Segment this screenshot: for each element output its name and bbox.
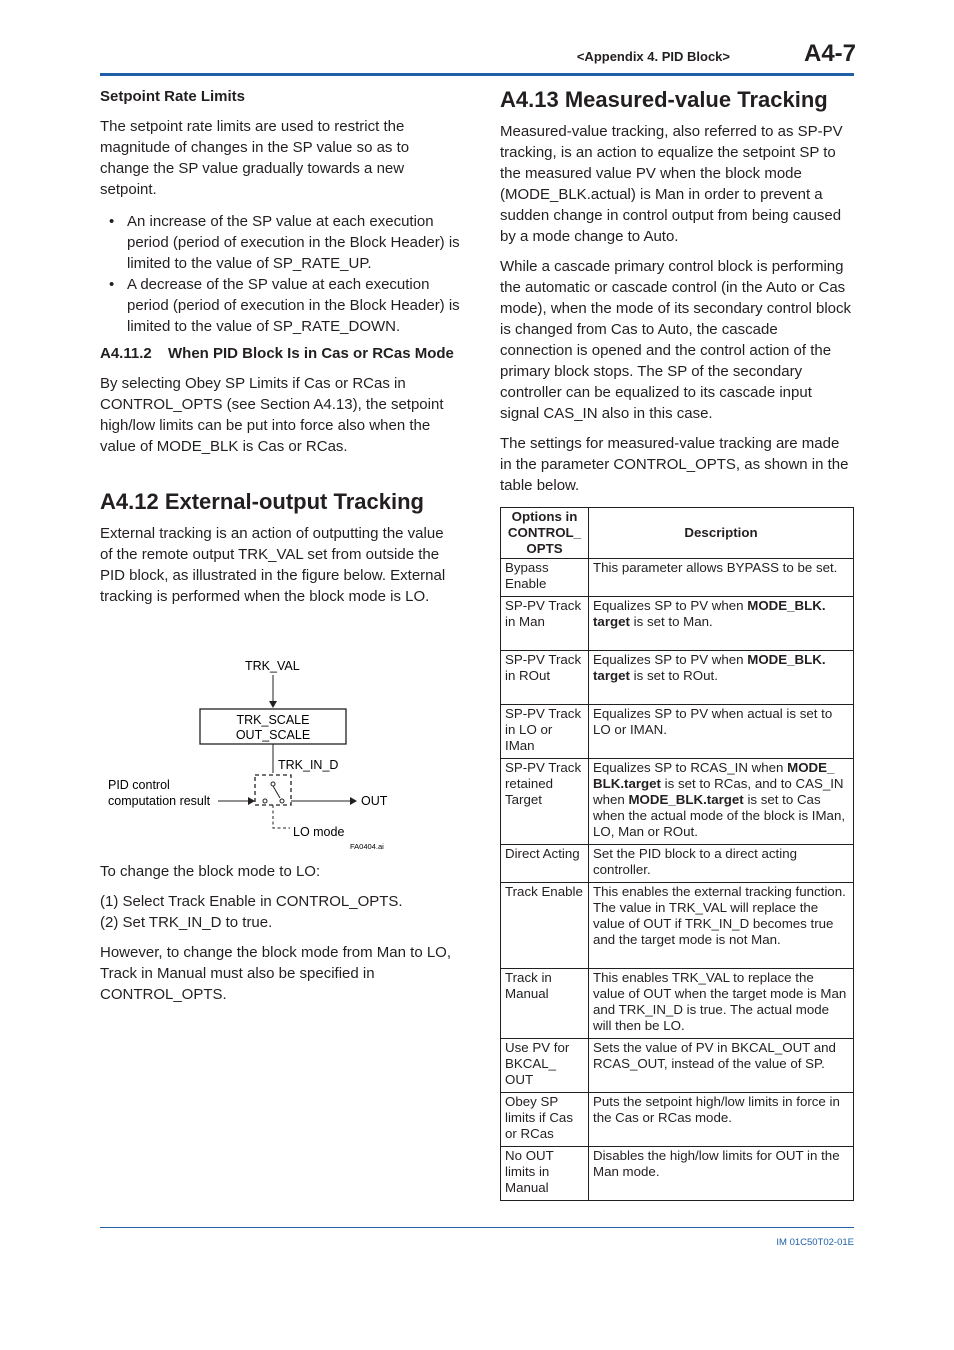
description-cell <box>589 1147 854 1201</box>
description-text: Equalizes SP to RCAS_IN when <box>593 760 788 775</box>
measured-tracking-p1: Measured-value tracking, also referred to as SP-PV tracking, is an action to equalize the setpoint SP to the measured value PV when the block mode (MODE_BLK.actual) is Man in order to prevent a sudden change in control output from being caused by a mode change to Auto. <box>500 123 843 245</box>
option-cell: Track Enable <box>501 883 589 969</box>
steps-list <box>100 891 460 933</box>
rate-limits-intro: The setpoint rate limits are used to restrict the magnitude of changes in the SP value so as to change the SP value gradually towards a new setpoint. <box>100 118 410 198</box>
description-text: is set to ROut. <box>629 668 718 683</box>
page-number: A4-7 <box>804 40 857 67</box>
list-item: (1) Select Track Enable in CONTROL_OPTS. <box>100 893 403 910</box>
bullet-icon: • <box>109 213 115 230</box>
list-item: • A decrease of the SP value at each execution period (period of execution in the Block Header) is limited to the value of SP_RATE_DOWN. <box>109 276 460 335</box>
option-cell: SP-PV Track in Man <box>501 597 589 651</box>
option-cell: Direct Acting <box>501 845 589 883</box>
description-text: Equalizes SP to PV when actual is set to LO or IMAN. <box>593 706 833 737</box>
measured-tracking-heading: A4.13 Measured-value Tracking <box>500 87 828 112</box>
pid-label-line1: PID control <box>108 778 170 792</box>
arrow-down-icon <box>269 701 277 708</box>
description-text: is set to Cas when the actual mode of the block is IMan, LO, Man or ROut. <box>593 792 846 839</box>
table-row <box>501 1093 854 1147</box>
switch-box <box>255 775 291 805</box>
table-row <box>501 705 854 759</box>
lo-mode-label: LO mode <box>293 825 345 839</box>
measured-tracking-p3: The settings for measured-value tracking are made in the parameter CONTROL_OPTS, as shown in the table below. <box>500 435 849 494</box>
external-tracking-diagram <box>100 655 400 855</box>
document-id: IM 01C50T02-01E <box>776 1237 854 1248</box>
table-row <box>501 597 854 651</box>
trk-val-label: TRK_VAL <box>245 659 300 673</box>
parameter-name: MODE_BLK. target <box>593 652 826 683</box>
control-opts-table <box>500 507 854 1201</box>
measured-tracking-p2: While a cascade primary control block is performing the automatic or cascade control (in the Auto or Cas mode), when the mode of its secondary control block is changed from Cas to Auto, the cascade connection is opened and the control action of the primary block stops. The SP of the secondary controller can be equalized to its cascade input signal CAS_IN also in this case. <box>500 258 852 422</box>
option-cell: Bypass Enable <box>501 559 589 597</box>
option-cell: SP-PV Track in LO or IMan <box>501 705 589 759</box>
cas-rcas-body: By selecting Obey SP Limits if Cas or RCas in CONTROL_OPTS (see Section A4.13), the setpoint high/low limits can be put into force also when the value of MODE_BLK is Cas or RCas. <box>100 375 444 455</box>
description-cell <box>589 597 854 651</box>
description-text: Disables the high/low limits for OUT in the Man mode. <box>593 1148 840 1179</box>
right-column <box>500 87 854 1201</box>
description-cell <box>589 651 854 705</box>
description-cell <box>589 969 854 1039</box>
table-row <box>501 969 854 1039</box>
running-header-title: <Appendix 4. PID Block> <box>576 49 730 64</box>
table-row <box>501 759 854 845</box>
arrow-right-icon <box>350 797 357 805</box>
trk-in-d-label: TRK_IN_D <box>278 758 339 772</box>
description-cell <box>589 705 854 759</box>
switch-blade <box>273 786 280 798</box>
description-text: Sets the value of PV in BKCAL_OUT and RCAS_OUT, instead of the value of SP. <box>593 1040 836 1071</box>
bullet-icon: • <box>109 276 115 293</box>
figure-id: FA0404.ai <box>350 842 384 851</box>
description-text: is set to Man. <box>629 614 713 629</box>
description-cell <box>589 759 854 845</box>
lo-mode-line <box>273 805 290 828</box>
description-text: Puts the setpoint high/low limits in force in the Cas or RCas mode. <box>593 1094 840 1125</box>
parameter-name: MODE_BLK. target <box>593 598 826 629</box>
description-text: Equalizes SP to PV when <box>593 652 748 667</box>
cas-rcas-heading-text: When PID Block Is in Cas or RCas Mode <box>168 345 454 362</box>
option-cell: SP-PV Track in ROut <box>501 651 589 705</box>
external-tracking-body: External tracking is an action of outputting the value of the remote output TRK_VAL set from outside the PID block, as illustrated in the figure below. External tracking is performed when the block mode is LO. <box>100 525 446 605</box>
pid-label-line2: computation result <box>108 794 211 808</box>
option-cell: Track in Manual <box>501 969 589 1039</box>
description-text: This parameter allows BYPASS to be set. <box>593 560 838 575</box>
table-row <box>501 1147 854 1201</box>
table-row <box>501 883 854 969</box>
arrow-right-icon <box>248 797 255 805</box>
description-cell <box>589 1039 854 1093</box>
option-cell: Use PV for BKCAL_ OUT <box>501 1039 589 1093</box>
table-body <box>501 559 854 1201</box>
rate-limits-heading: Setpoint Rate Limits <box>100 88 246 105</box>
switch-pivot-icon <box>271 782 275 786</box>
list-item: • An increase of the SP value at each execution period (period of execution in the Block Header) is limited to the value of SP_RATE_UP. <box>109 213 460 272</box>
switch-contact-icon <box>280 799 284 803</box>
change-intro: To change the block mode to LO: <box>100 863 321 880</box>
cas-rcas-heading-number: A4.11.2 <box>100 345 152 362</box>
col-header-options: Options in CONTROL_ OPTS <box>501 508 589 559</box>
description-text: This enables TRK_VAL to replace the value of OUT when the target mode is Man and TRK_IN_D is true. The actual mode will then be LO. <box>593 970 847 1033</box>
external-tracking-heading: A4.12 External-output Tracking <box>100 489 424 514</box>
parameter-name: MODE_BLK.target <box>628 792 744 807</box>
closing-paragraph: However, to change the block mode from Man to LO, Track in Manual must also be specified in CONTROL_OPTS. <box>100 944 452 1003</box>
table-row <box>501 1039 854 1093</box>
description-text: is set to RCas, and to CAS_IN when <box>593 776 844 807</box>
rate-limits-list <box>100 211 460 337</box>
parameter-name: MODE_ BLK.target <box>593 760 835 791</box>
cas-rcas-heading <box>100 344 460 364</box>
trk-scale-label: TRK_SCALE <box>236 713 310 727</box>
description-cell <box>589 845 854 883</box>
out-scale-label: OUT_SCALE <box>235 728 311 742</box>
left-column <box>100 87 460 607</box>
description-text: This enables the external tracking function. The value in TRK_VAL will replace the value of OUT if TRK_IN_D becomes true and the target mode is not Man. <box>593 884 846 947</box>
description-text: Set the PID block to a direct acting controller. <box>593 846 797 877</box>
switch-contact-icon <box>263 799 267 803</box>
out-label: OUT <box>361 794 388 808</box>
option-cell: No OUT limits in Manual <box>501 1147 589 1201</box>
description-cell <box>589 1093 854 1147</box>
table-row <box>501 845 854 883</box>
option-cell: SP-PV Track retained Target <box>501 759 589 845</box>
col-header-description: Description <box>589 508 854 559</box>
footer-rule <box>100 1227 854 1228</box>
left-column-lower <box>100 861 460 1005</box>
list-item: (2) Set TRK_IN_D to true. <box>100 914 273 931</box>
description-cell <box>589 559 854 597</box>
header-rule <box>100 73 854 76</box>
table-row <box>501 559 854 597</box>
description-text: Equalizes SP to PV when <box>593 598 748 613</box>
table-header-row <box>501 508 854 559</box>
option-cell: Obey SP limits if Cas or RCas <box>501 1093 589 1147</box>
description-cell <box>589 883 854 969</box>
table-row <box>501 651 854 705</box>
